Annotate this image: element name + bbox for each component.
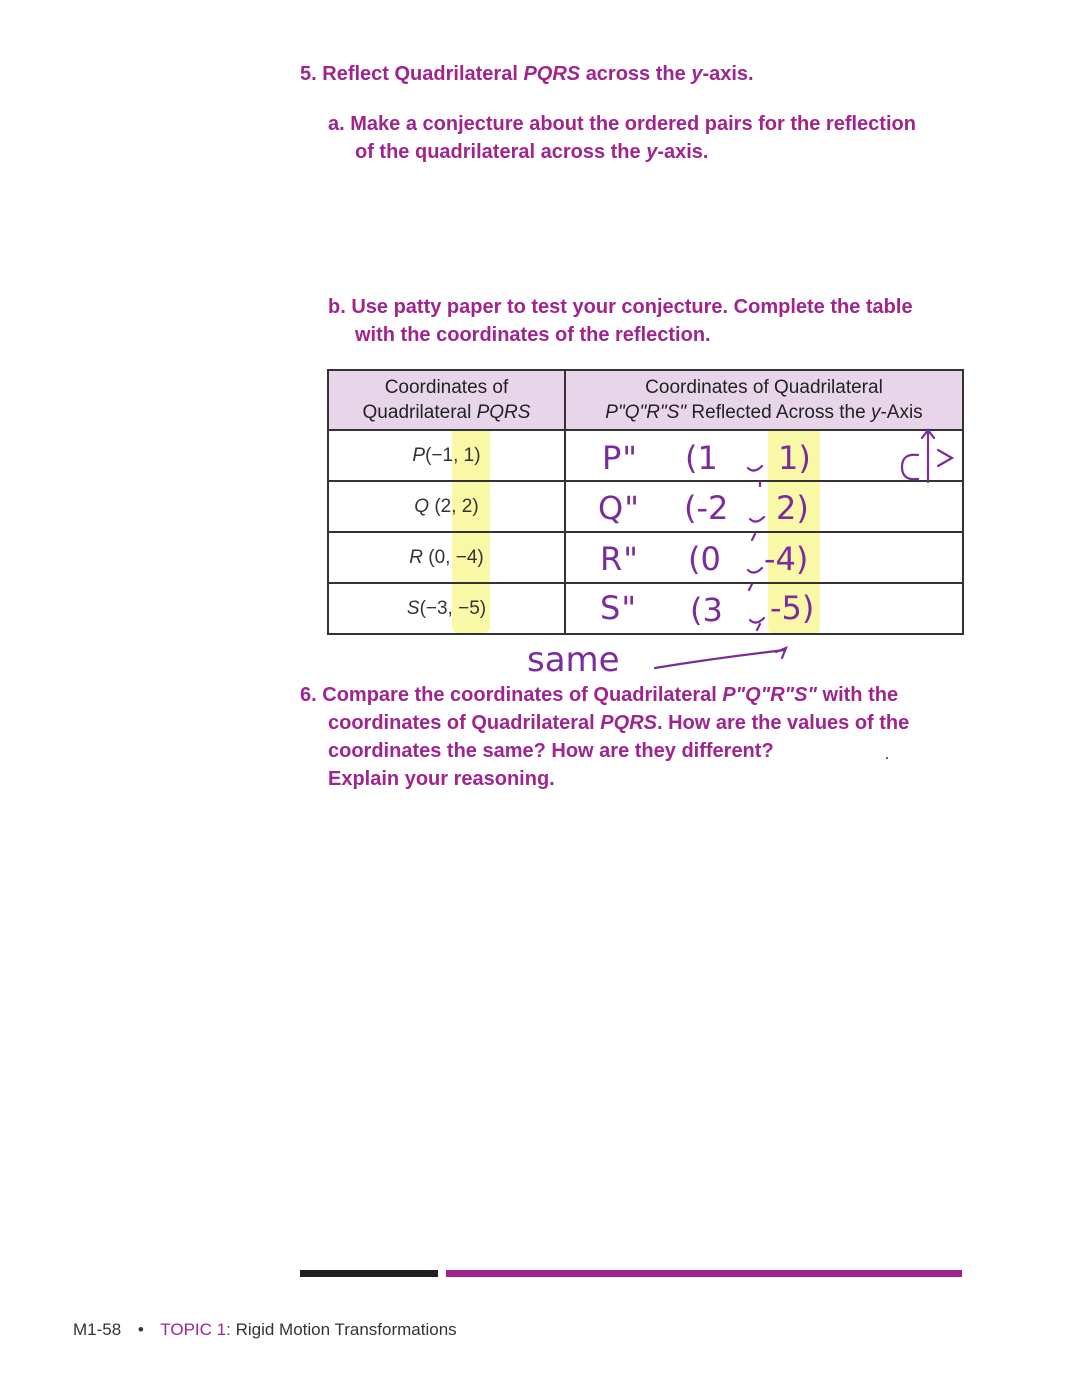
q6-l1-pre: Compare the coordinates of Quadrilateral — [322, 684, 717, 706]
table-row — [328, 430, 963, 481]
header-reflected — [565, 370, 963, 430]
point-letter: R — [409, 546, 423, 568]
table-header-row — [328, 370, 963, 430]
q5b-line1: Use patty paper to test your conjecture. Complete the table — [351, 296, 913, 318]
q5b-letter: b. — [328, 296, 346, 318]
point-letter: Q — [414, 495, 430, 517]
point-letter: S — [406, 597, 420, 619]
point-coords: (2, 2) — [434, 495, 479, 517]
header-reflected-mid: Reflected Across the — [691, 402, 866, 423]
point-coords: (0, −4) — [428, 546, 484, 568]
point-coords: (−3, −5) — [419, 597, 487, 619]
q5a-axis: y — [646, 141, 658, 163]
header-reflected-line1: Coordinates of Quadrilateral — [645, 377, 883, 398]
q6-l2-shape: PQRS — [600, 712, 657, 734]
header-reflected-end: -Axis — [880, 402, 923, 423]
header-original-line1: Coordinates of — [384, 377, 509, 398]
question-5b — [328, 293, 978, 349]
hw-x-r: (0 — [688, 540, 721, 578]
hw-y-s: -5) — [770, 589, 815, 627]
cell-original — [328, 430, 565, 481]
hw-name-p: P" — [602, 439, 639, 477]
footer-bullet: • — [137, 1320, 144, 1339]
footer-rule-purple — [446, 1270, 962, 1277]
hw-y-p: 1) — [778, 439, 811, 477]
table-row — [328, 532, 963, 583]
q6-l1-post: with the — [822, 684, 899, 706]
header-reflected-axis: y — [870, 402, 881, 423]
footer-topic: TOPIC 1: — [160, 1320, 231, 1339]
cell-original — [328, 583, 565, 634]
hw-x-q: (-2 — [684, 489, 729, 527]
q5-end: -axis. — [702, 63, 754, 85]
hw-name-r: R" — [600, 540, 639, 578]
header-original-shape: PQRS — [476, 402, 531, 423]
q5a-end: -axis. — [657, 141, 709, 163]
q5a-line2: of the quadrilateral across the — [355, 141, 641, 163]
hw-x-p: (1 — [685, 439, 718, 477]
hw-x-s: (3 — [690, 591, 723, 629]
q5a-letter: a. — [328, 113, 345, 135]
page-number: M1-58 — [73, 1320, 122, 1339]
hw-y-q: 2) — [776, 489, 809, 527]
cell-original — [328, 481, 565, 532]
stray-dot — [886, 757, 888, 759]
hw-same-note: same — [527, 640, 620, 680]
footer-rule-black — [300, 1270, 438, 1277]
header-reflected-shape: P"Q"R"S" — [605, 402, 687, 423]
cell-original — [328, 532, 565, 583]
question-5 — [300, 60, 754, 88]
question-6 — [300, 681, 960, 793]
q5-text-pre: Reflect Quadrilateral — [322, 63, 518, 85]
hw-name-s: S" — [600, 589, 638, 627]
hw-name-q: Q" — [598, 489, 640, 527]
q5b-line2: with the coordinates of the reflection. — [355, 324, 711, 346]
q6-l4: Explain your reasoning. — [328, 768, 555, 790]
question-5a — [328, 110, 978, 166]
table-row — [328, 583, 963, 634]
footer-title: Rigid Motion Transformations — [235, 1320, 457, 1339]
q5-shape: PQRS — [523, 63, 581, 85]
q5-text-post: across the — [585, 63, 686, 85]
page-footer — [73, 1318, 457, 1342]
same-arrow-head — [776, 648, 786, 658]
table-row — [328, 481, 963, 532]
hw-y-r: -4) — [764, 540, 809, 578]
q6-l2-post: . How are the values of the — [656, 712, 910, 734]
q6-l1-shape: P"Q"R"S" — [722, 684, 817, 706]
same-arrow — [655, 650, 785, 668]
header-original-line2: Quadrilateral — [362, 402, 472, 423]
q5-number: 5. — [300, 63, 317, 85]
q5-axis: y — [691, 63, 703, 85]
q6-number: 6. — [300, 684, 317, 706]
coordinates-table — [327, 369, 964, 635]
point-letter: P — [412, 444, 426, 466]
q5a-line1: Make a conjecture about the ordered pairs for the reflection — [350, 113, 916, 135]
point-coords: (−1, 1) — [425, 444, 481, 466]
q6-l3: coordinates the same? How are they different? — [328, 740, 774, 762]
q6-l2-pre: coordinates of Quadrilateral — [328, 712, 595, 734]
header-original — [328, 370, 565, 430]
